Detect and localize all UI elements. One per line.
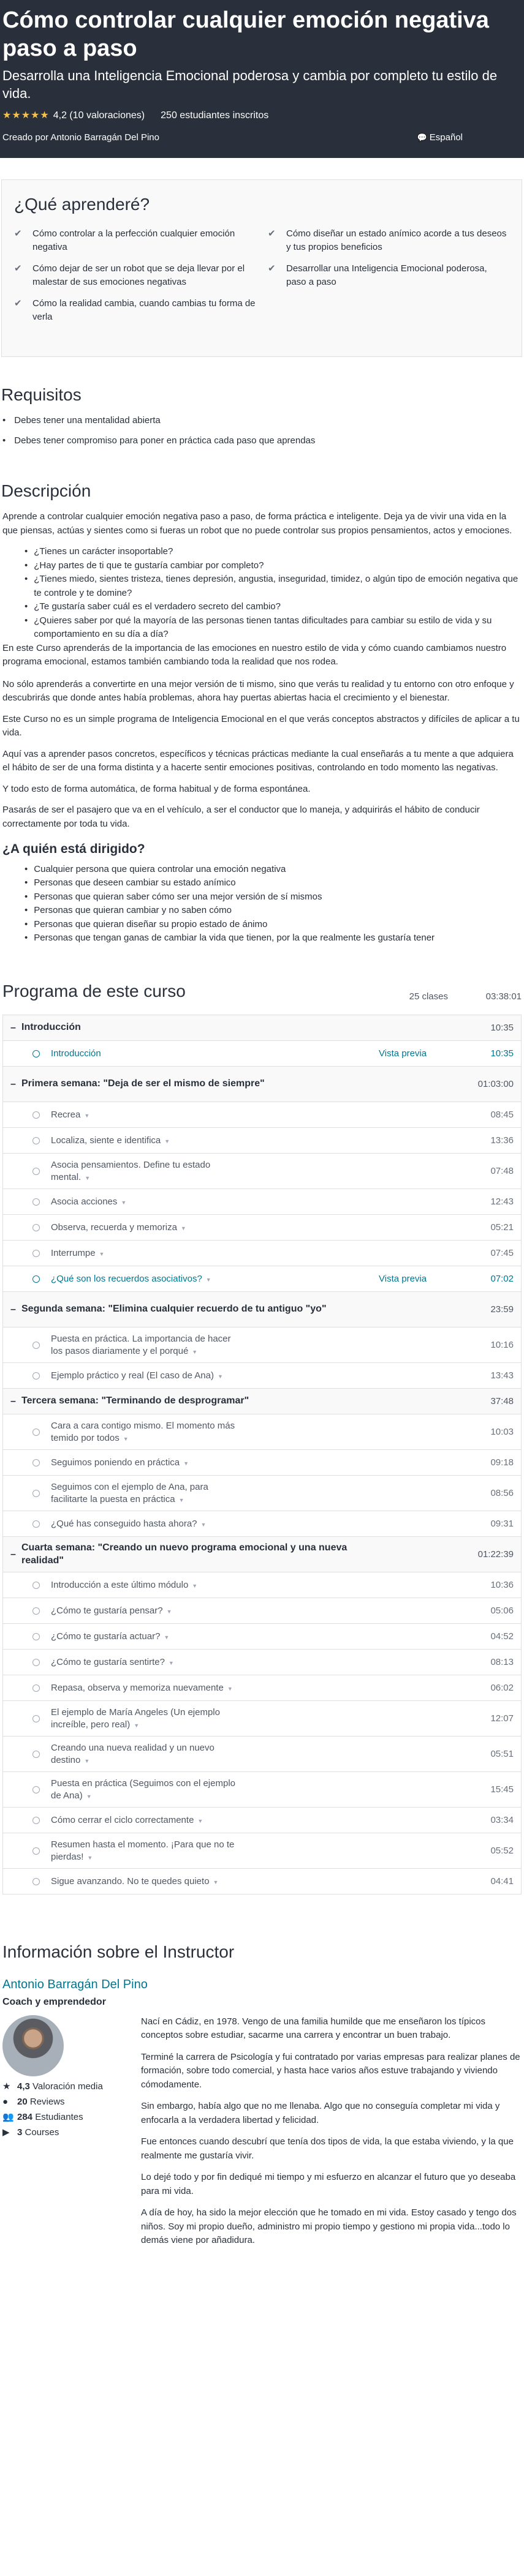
lecture-duration: 10:16 <box>490 1339 514 1350</box>
students-value: 284 <box>17 2111 33 2122</box>
lecture-title-text: Introducción <box>51 1048 101 1059</box>
requirement-item <box>2 414 524 427</box>
lecture-title <box>51 1707 379 1730</box>
collapse-icon[interactable]: – <box>10 1304 16 1315</box>
lecture-title-text: Ejemplo práctico y real (El caso de Ana) <box>51 1370 214 1381</box>
lecture-title-text: Recrea <box>51 1109 81 1120</box>
question-item <box>25 614 522 642</box>
bio-paragraph: Terminé la carrera de Psicología y fui contratado por varias empresas para realizar planes de formación, sobre todo comercial, y hasta hace varios años estuve trabajando y viviendo cómodamente. <box>141 2051 520 2090</box>
what-you-will-learn <box>1 179 522 357</box>
section-title: Segunda semana: "Elimina cualquier recuerdo de tu antiguo "yo" <box>21 1304 327 1315</box>
requirements-list <box>0 414 524 448</box>
section-title: Tercera semana: "Terminando de desprogramar" <box>21 1395 249 1406</box>
lecture-title-text: Introducción a este último módulo <box>51 1579 189 1590</box>
lecture-duration: 13:43 <box>490 1370 514 1381</box>
chevron-down-icon[interactable]: ▼ <box>217 1373 223 1380</box>
lecture-title <box>51 1370 379 1382</box>
lecture-duration: 04:41 <box>490 1876 514 1887</box>
lecture-duration: 07:45 <box>490 1247 514 1258</box>
lecture-title <box>51 1196 379 1208</box>
description-section <box>0 478 524 945</box>
curriculum-section-header[interactable] <box>3 1067 521 1102</box>
lecture-title-text: Localiza, siente e identifica <box>51 1135 161 1146</box>
play-icon <box>32 1224 40 1231</box>
play-circle-icon: ▶ <box>2 2127 10 2138</box>
lecture-duration: 12:07 <box>490 1713 514 1724</box>
lecture-row[interactable] <box>3 1701 521 1737</box>
learn-item <box>268 262 509 290</box>
lecture-row[interactable] <box>3 1833 521 1869</box>
lecture-title <box>51 1778 379 1801</box>
play-icon <box>32 1878 40 1885</box>
lecture-duration: 08:13 <box>490 1656 514 1667</box>
chevron-down-icon[interactable]: ▼ <box>84 1112 90 1119</box>
learn-item-text: Cómo controlar a la perfección cualquier emoción negativa <box>32 228 235 253</box>
author-row <box>2 131 518 145</box>
lecture-title <box>51 1839 379 1863</box>
play-icon <box>32 1429 40 1436</box>
lecture-title <box>51 1481 379 1505</box>
rating-label: Valoración media <box>32 2081 103 2092</box>
instructor-avatar[interactable] <box>2 2015 64 2076</box>
lecture-title <box>51 1742 379 1766</box>
lecture-title-text: ¿Qué son los recuerdos asociativos? <box>51 1273 202 1284</box>
lecture-title-text: Resumen hasta el momento. ¡Para que no te pierdas! <box>51 1839 235 1862</box>
learn-item-text: Cómo la realidad cambia, cuando cambias tu forma de verla <box>32 298 256 323</box>
lecture-row[interactable] <box>3 1414 521 1450</box>
lecture-duration: 07:48 <box>490 1165 514 1176</box>
reviews-label: Reviews <box>29 2096 65 2107</box>
audience-item-text: Personas que deseen cambiar su estado anímico <box>34 877 236 888</box>
audience-item-text: Personas que quieran cambiar y no saben cómo <box>34 905 232 916</box>
learn-column-right <box>268 227 509 332</box>
audience-item-text: Cualquier persona que quiera controlar una emoción negativa <box>34 863 286 874</box>
chevron-down-icon[interactable]: ▼ <box>123 1435 129 1442</box>
lecture-row[interactable] <box>3 1869 521 1894</box>
description-paragraph: Pasarás de ser el pasajero que va en el vehículo, a ser el conductor que lo maneja, y adquirirás el hábito de conducir correctamente por toda tu vida. <box>2 805 480 829</box>
preview-link[interactable]: Vista previa <box>379 1273 427 1284</box>
play-icon <box>32 1847 40 1855</box>
lecture-row[interactable] <box>3 1215 521 1241</box>
question-item-text: ¿Hay partes de ti que te gustaría cambiar por completo? <box>34 560 264 571</box>
curriculum-title: Programa de este curso <box>2 981 186 1001</box>
course-subtitle: Desarrolla una Inteligencia Emocional poderosa y cambia por completo tu estilo de vida. <box>2 67 498 101</box>
bio-paragraph: A día de hoy, ha sido la mejor elección que he tomado en mi vida. Estoy casado y tengo dos niños. Soy mi propio dueño, administro mi propio tiempo y gestiono mi propia vida...todo lo demás viene por añadidura. <box>141 2207 517 2246</box>
lecture-row[interactable] <box>3 1450 521 1476</box>
lecture-title[interactable] <box>51 1048 379 1060</box>
curriculum-section-header[interactable] <box>3 1537 521 1572</box>
lecture-duration: 08:56 <box>490 1487 514 1498</box>
audience-item <box>25 863 522 877</box>
description-questions <box>2 545 522 642</box>
lecture-title-text: ¿Cómo te gustaría pensar? <box>51 1605 163 1616</box>
audience-item <box>25 876 522 890</box>
question-item <box>25 573 522 600</box>
chevron-down-icon[interactable]: ▼ <box>197 1817 203 1824</box>
requirement-text: Debes tener compromiso para poner en práctica cada paso que aprendas <box>14 435 316 446</box>
bio-paragraph: Fue entonces cuando descubrí que tenía dos tipos de vida, la que estaba viviendo, y la que realmente me gustaría vivir. <box>141 2136 514 2161</box>
bullet-icon: • <box>2 415 6 426</box>
course-author[interactable]: Creado por Antonio Barragán Del Pino <box>2 132 159 143</box>
check-icon: ✔ <box>14 228 22 239</box>
bullet-icon: • <box>25 905 28 916</box>
lecture-title <box>51 1109 379 1121</box>
lecture-row[interactable] <box>3 1675 521 1701</box>
audience-item <box>25 904 522 918</box>
lecture-row[interactable] <box>3 1363 521 1389</box>
question-item <box>25 600 522 614</box>
bio-paragraph: Sin embargo, había algo que no me llenaba. Algo que no conseguía completar mi vida y enfocarla a la verdadera libertad y felicidad. <box>141 2101 500 2125</box>
lecture-duration: 04:52 <box>490 1631 514 1642</box>
bullet-icon: • <box>25 891 28 902</box>
lecture-row[interactable] <box>3 1266 521 1292</box>
bio-paragraph: Lo dejé todo y por fin dediqué mi tiempo y mi esfuerzo en alcanzar el futuro que yo deseaba para mi vida. <box>141 2172 516 2196</box>
curriculum-section <box>0 979 524 1895</box>
lecture-title-text: Observa, recuerda y memoriza <box>51 1222 177 1233</box>
lecture-title-text: Cómo cerrar el ciclo correctamente <box>51 1814 194 1825</box>
lecture-title-text: ¿Cómo te gustaría sentirte? <box>51 1656 165 1667</box>
bullet-icon: • <box>25 601 28 612</box>
lecture-row[interactable] <box>3 1241 521 1266</box>
lecture-duration: 15:45 <box>490 1784 514 1795</box>
lecture-row[interactable] <box>3 1511 521 1537</box>
learn-item <box>14 227 256 255</box>
audience-item-text: Personas que tengan ganas de cambiar la vida que tienen, por la que realmente les gustaría tener <box>34 933 435 944</box>
description-paragraph: Este Curso no es un simple programa de Inteligencia Emocional en el que verás conceptos abstractos y difíciles de aplicar a tu vida. <box>2 713 520 738</box>
lecture-duration: 10:03 <box>490 1426 514 1437</box>
lecture-title-text: Seguimos con el ejemplo de Ana, para facilitarte la puesta en práctica <box>51 1482 208 1504</box>
bullet-icon: • <box>25 877 28 888</box>
lecture-title <box>51 1518 379 1530</box>
lecture-duration: 08:45 <box>490 1109 514 1120</box>
learn-item <box>268 227 509 255</box>
play-icon <box>32 1050 40 1057</box>
users-icon: 👥 <box>2 2111 14 2122</box>
play-icon <box>32 1342 40 1349</box>
comment-icon: ● <box>2 2096 9 2107</box>
section-title: Introducción <box>21 1022 81 1033</box>
play-icon <box>32 1633 40 1640</box>
bullet-icon: • <box>25 574 28 585</box>
chevron-down-icon[interactable]: ▼ <box>227 1685 233 1692</box>
lecture-row[interactable] <box>3 1154 521 1189</box>
chevron-down-icon[interactable]: ▼ <box>213 1879 219 1885</box>
stat-students <box>2 2111 116 2124</box>
lecture-duration: 07:02 <box>490 1273 514 1284</box>
lecture-title-text: ¿Qué has conseguido hasta ahora? <box>51 1518 197 1529</box>
chevron-down-icon[interactable]: ▼ <box>164 1138 170 1144</box>
bullet-icon: • <box>2 435 6 446</box>
lecture-count: 25 clases <box>409 991 448 1002</box>
learn-title: ¿Qué aprenderé? <box>14 195 150 214</box>
requirements-section <box>0 383 524 448</box>
lecture-title-text: Asocia pensamientos. Define tu estado mental. <box>51 1160 211 1182</box>
lecture-title <box>51 1656 379 1669</box>
lecture-duration: 12:43 <box>490 1196 514 1207</box>
chevron-down-icon[interactable]: ▼ <box>180 1225 186 1231</box>
lecture-title <box>51 1605 379 1617</box>
check-icon: ✔ <box>14 298 22 309</box>
lecture-duration: 05:21 <box>490 1222 514 1233</box>
play-icon <box>32 1275 40 1283</box>
lecture-row[interactable] <box>3 1808 521 1833</box>
chevron-down-icon[interactable]: ▼ <box>192 1348 198 1355</box>
learn-item-text: Cómo dejar de ser un robot que se deja llevar por el malestar de sus emociones negativas <box>32 263 245 288</box>
description-paragraph: No sólo aprenderás a convertirte en una mejor versión de ti mismo, sino que verás tu realidad y tu entorno con otro enfoque y descubrirás que donde antes había problemas, ahora hay puertas abiertas hacia el crecimiento y el bienestar. <box>2 678 514 704</box>
lecture-row[interactable] <box>3 1772 521 1808</box>
lecture-row[interactable] <box>3 1650 521 1675</box>
star-rating-icon: ★★★★★ <box>2 110 50 121</box>
star-icon: ★ <box>2 2081 11 2092</box>
play-icon <box>32 1137 40 1144</box>
description-title: Descripción <box>1 481 91 501</box>
chevron-down-icon[interactable]: ▼ <box>121 1199 127 1206</box>
lecture-title-text: Interrumpe <box>51 1247 96 1258</box>
lecture-duration: 10:35 <box>490 1048 514 1059</box>
collapse-icon[interactable]: – <box>10 1549 16 1560</box>
lecture-title-text: Sigue avanzando. No te quedes quieto <box>51 1876 210 1887</box>
chevron-down-icon[interactable]: ▼ <box>99 1250 105 1257</box>
speech-bubble-icon: 💬 <box>417 132 427 142</box>
play-icon <box>32 1715 40 1722</box>
lecture-row[interactable] <box>3 1624 521 1650</box>
instructor-name[interactable]: Antonio Barragán Del Pino <box>2 1977 148 1991</box>
language-label: Español <box>429 132 463 143</box>
lecture-duration: 05:06 <box>490 1605 514 1616</box>
section-title: Cuarta semana: "Creando un nuevo programa emocional y una nueva realidad" <box>21 1542 347 1566</box>
check-icon: ✔ <box>268 228 276 239</box>
lecture-row[interactable] <box>3 1476 521 1511</box>
check-icon: ✔ <box>14 263 22 274</box>
chevron-down-icon[interactable]: ▼ <box>85 1174 91 1181</box>
instructor-section <box>0 1940 524 2256</box>
audience-item <box>25 918 522 932</box>
lecture-title <box>51 1135 379 1147</box>
question-item-text: ¿Tienes miedo, sientes tristeza, tienes depresión, angustia, inseguridad, timidez, o algún tipo de emoción negativa que te controle y te domine? <box>34 574 518 598</box>
lecture-title <box>51 1814 379 1827</box>
lecture-row[interactable] <box>3 1598 521 1624</box>
audience-item <box>25 890 522 904</box>
stat-rating <box>2 2080 116 2093</box>
chevron-down-icon[interactable]: ▼ <box>166 1608 172 1615</box>
learn-item-text: Cómo diseñar un estado anímico acorde a tus deseos y tus propios beneficios <box>286 228 507 253</box>
lecture-title-text: Puesta en práctica (Seguimos con el ejemplo de Ana) <box>51 1778 235 1801</box>
play-icon <box>32 1659 40 1666</box>
play-icon <box>32 1459 40 1466</box>
bullet-icon: • <box>25 546 28 557</box>
lecture-title-text: El ejemplo de María Angeles (Un ejemplo increíble, pero real) <box>51 1707 220 1730</box>
requirement-text: Debes tener una mentalidad abierta <box>14 415 161 426</box>
lecture-duration: 05:52 <box>490 1845 514 1856</box>
students-label: Estudiantes <box>35 2111 83 2122</box>
play-icon <box>32 1372 40 1380</box>
chevron-down-icon[interactable]: ▼ <box>164 1634 170 1640</box>
chevron-down-icon[interactable]: ▼ <box>86 1793 92 1800</box>
lecture-title-text: Repasa, observa y memoriza nuevamente <box>51 1682 224 1693</box>
lecture-duration: 06:02 <box>490 1682 514 1693</box>
lecture-title <box>51 1159 379 1183</box>
section-duration: 10:35 <box>490 1022 514 1033</box>
question-item-text: ¿Quieres saber por qué la mayoría de las personas tienen tantas dificultades para cambiar su estilo de vida y su comportamiento en su día a día? <box>34 615 492 640</box>
total-duration: 03:38:01 <box>485 991 522 1002</box>
learn-column-left <box>14 227 256 332</box>
lecture-row[interactable] <box>3 1737 521 1772</box>
section-duration: 37:48 <box>490 1395 514 1406</box>
bullet-icon: • <box>25 918 28 929</box>
lecture-row[interactable] <box>3 1128 521 1154</box>
section-title: Primera semana: "Deja de ser el mismo de siempre" <box>21 1078 265 1089</box>
audience-list <box>2 863 522 945</box>
chevron-down-icon[interactable]: ▼ <box>87 1854 93 1861</box>
bullet-icon: • <box>25 933 28 944</box>
stat-reviews <box>2 2095 116 2108</box>
play-icon <box>32 1684 40 1692</box>
requirement-item <box>2 434 524 448</box>
lecture-title-text: Asocia acciones <box>51 1196 118 1207</box>
lecture-title-text: Cara a cara contigo mismo. El momento más temido por todos <box>51 1421 235 1443</box>
section-duration: 01:03:00 <box>477 1078 514 1089</box>
question-item <box>25 545 522 559</box>
play-icon <box>32 1168 40 1175</box>
chevron-down-icon[interactable]: ▼ <box>178 1496 184 1503</box>
lecture-title <box>51 1682 379 1694</box>
chevron-down-icon[interactable]: ▼ <box>205 1276 211 1283</box>
audience-title: ¿A quién está dirigido? <box>2 842 145 857</box>
chevron-down-icon[interactable]: ▼ <box>134 1722 140 1729</box>
play-icon <box>32 1250 40 1257</box>
stat-courses <box>2 2126 116 2139</box>
lecture-title-text: Puesta en práctica. La importancia de hacer los pasos diariamente y el porqué <box>51 1334 231 1356</box>
lecture-row[interactable] <box>3 1327 521 1363</box>
description-paragraph: Y todo esto de forma automática, de forma habitual y de forma espontánea. <box>2 783 311 794</box>
chevron-down-icon[interactable]: ▼ <box>84 1757 90 1764</box>
bio-paragraph: Nací en Cádiz, en 1978. Vengo de una familia humilde que me enseñaron los típicos conceptos sobre estudiar, sacarme una carrera y encontrar un buen trabajo. <box>141 2016 486 2041</box>
lecture-title-text: Creando una nueva realidad y un nuevo destino <box>51 1743 215 1765</box>
chevron-down-icon[interactable]: ▼ <box>200 1521 207 1528</box>
play-icon <box>32 1198 40 1206</box>
lecture-title <box>51 1222 379 1234</box>
course-header <box>0 0 524 158</box>
play-icon <box>32 1607 40 1615</box>
curriculum-section-header[interactable] <box>3 1389 521 1414</box>
lecture-title-text: ¿Cómo te gustaría actuar? <box>51 1631 161 1642</box>
bullet-icon: • <box>25 615 28 626</box>
lecture-title <box>51 1247 379 1260</box>
section-duration: 01:22:39 <box>477 1549 514 1560</box>
section-duration: 23:59 <box>490 1304 514 1315</box>
play-icon <box>32 1582 40 1589</box>
lecture-duration: 10:36 <box>490 1579 514 1590</box>
preview-link[interactable]: Vista previa <box>379 1048 427 1059</box>
question-item-text: ¿Te gustaría saber cuál es el verdadero secreto del cambio? <box>34 601 281 612</box>
lecture-row[interactable] <box>3 1041 521 1067</box>
audience-item-text: Personas que quieran saber cómo ser una mejor versión de sí mismos <box>34 891 322 902</box>
audience-item-text: Personas que quieran diseñar su propio estado de ánimo <box>34 918 268 929</box>
question-item-text: ¿Tienes un carácter insoportable? <box>34 546 173 557</box>
chevron-down-icon[interactable]: ▼ <box>183 1460 189 1466</box>
play-icon <box>32 1751 40 1758</box>
question-item <box>25 559 522 573</box>
lecture-title <box>51 1876 379 1888</box>
course-rating-row <box>2 108 518 122</box>
learn-item <box>14 297 256 325</box>
course-language <box>417 131 463 145</box>
lecture-duration: 05:51 <box>490 1748 514 1759</box>
instructor-section-title: Información sobre el Instructor <box>2 1942 235 1962</box>
lecture-duration: 09:31 <box>490 1518 514 1529</box>
courses-label: Courses <box>25 2127 59 2138</box>
lecture-title <box>51 1631 379 1643</box>
lecture-title <box>51 1457 379 1469</box>
curriculum-section-header[interactable] <box>3 1015 521 1041</box>
play-icon <box>32 1817 40 1824</box>
instructor-bio <box>141 2015 522 2256</box>
audience-item <box>25 931 522 945</box>
courses-value: 3 <box>17 2127 23 2138</box>
chevron-down-icon[interactable]: ▼ <box>168 1659 174 1666</box>
learn-item <box>14 262 256 290</box>
play-icon <box>32 1520 40 1528</box>
requirements-title: Requisitos <box>1 385 82 404</box>
reviews-value: 20 <box>17 2096 28 2107</box>
play-icon <box>32 1490 40 1497</box>
lecture-row[interactable] <box>3 1189 521 1215</box>
description-paragraph: Aprende a controlar cualquier emoción negativa paso a paso, de forma práctica e inteligente. Deja ya de vivir una vida en la que piensas, actúas y sientes como si fueras un robot que no puede controlar sus propios pensamientos, actos y emociones. <box>2 511 512 536</box>
lecture-title[interactable] <box>51 1273 379 1285</box>
lecture-title <box>51 1333 379 1357</box>
lecture-title <box>51 1579 379 1591</box>
course-title: Cómo controlar cualquier emoción negativa paso a paso <box>2 7 489 62</box>
bullet-icon: • <box>25 560 28 571</box>
lecture-title-text: Seguimos poniendo en práctica <box>51 1457 180 1468</box>
collapse-icon[interactable]: – <box>10 1023 16 1034</box>
bullet-icon: • <box>25 863 28 874</box>
collapse-icon[interactable]: – <box>10 1396 16 1407</box>
play-icon <box>32 1786 40 1793</box>
enrolled-students: 250 estudiantes inscritos <box>161 110 269 121</box>
description-paragraph: Aquí vas a aprender pasos concretos, específicos y técnicas prácticas mediante la cual enseñarás a tu mente a que adquiera el hábito de ser de una forma distinta y a hacerte sentir emociones positivas, controlando en todo momento las negativas. <box>2 748 514 773</box>
lecture-title <box>51 1420 379 1444</box>
learn-item-text: Desarrollar una Inteligencia Emocional poderosa, paso a paso <box>286 263 487 288</box>
lecture-duration: 03:34 <box>490 1814 514 1825</box>
curriculum-list <box>2 1015 522 1894</box>
instructor-job: Coach y emprendedor <box>2 1996 106 2007</box>
lecture-row[interactable] <box>3 1572 521 1598</box>
play-icon <box>32 1111 40 1119</box>
collapse-icon[interactable]: – <box>10 1079 16 1090</box>
check-icon: ✔ <box>268 263 276 274</box>
lecture-duration: 09:18 <box>490 1457 514 1468</box>
chevron-down-icon[interactable]: ▼ <box>192 1582 198 1589</box>
lecture-duration: 13:36 <box>490 1135 514 1146</box>
rating-value: 4,3 <box>17 2081 30 2092</box>
lecture-row[interactable] <box>3 1102 521 1128</box>
curriculum-section-header[interactable] <box>3 1292 521 1327</box>
rating-text[interactable]: 4,2 (10 valoraciones) <box>53 110 145 121</box>
description-paragraph: En este Curso aprenderás de la importancia de las emociones en nuestro estilo de vida y cómo cuando cambiamos nuestro programa emocional, estamos también cambiando toda la realidad que nos rodea. <box>2 642 507 667</box>
